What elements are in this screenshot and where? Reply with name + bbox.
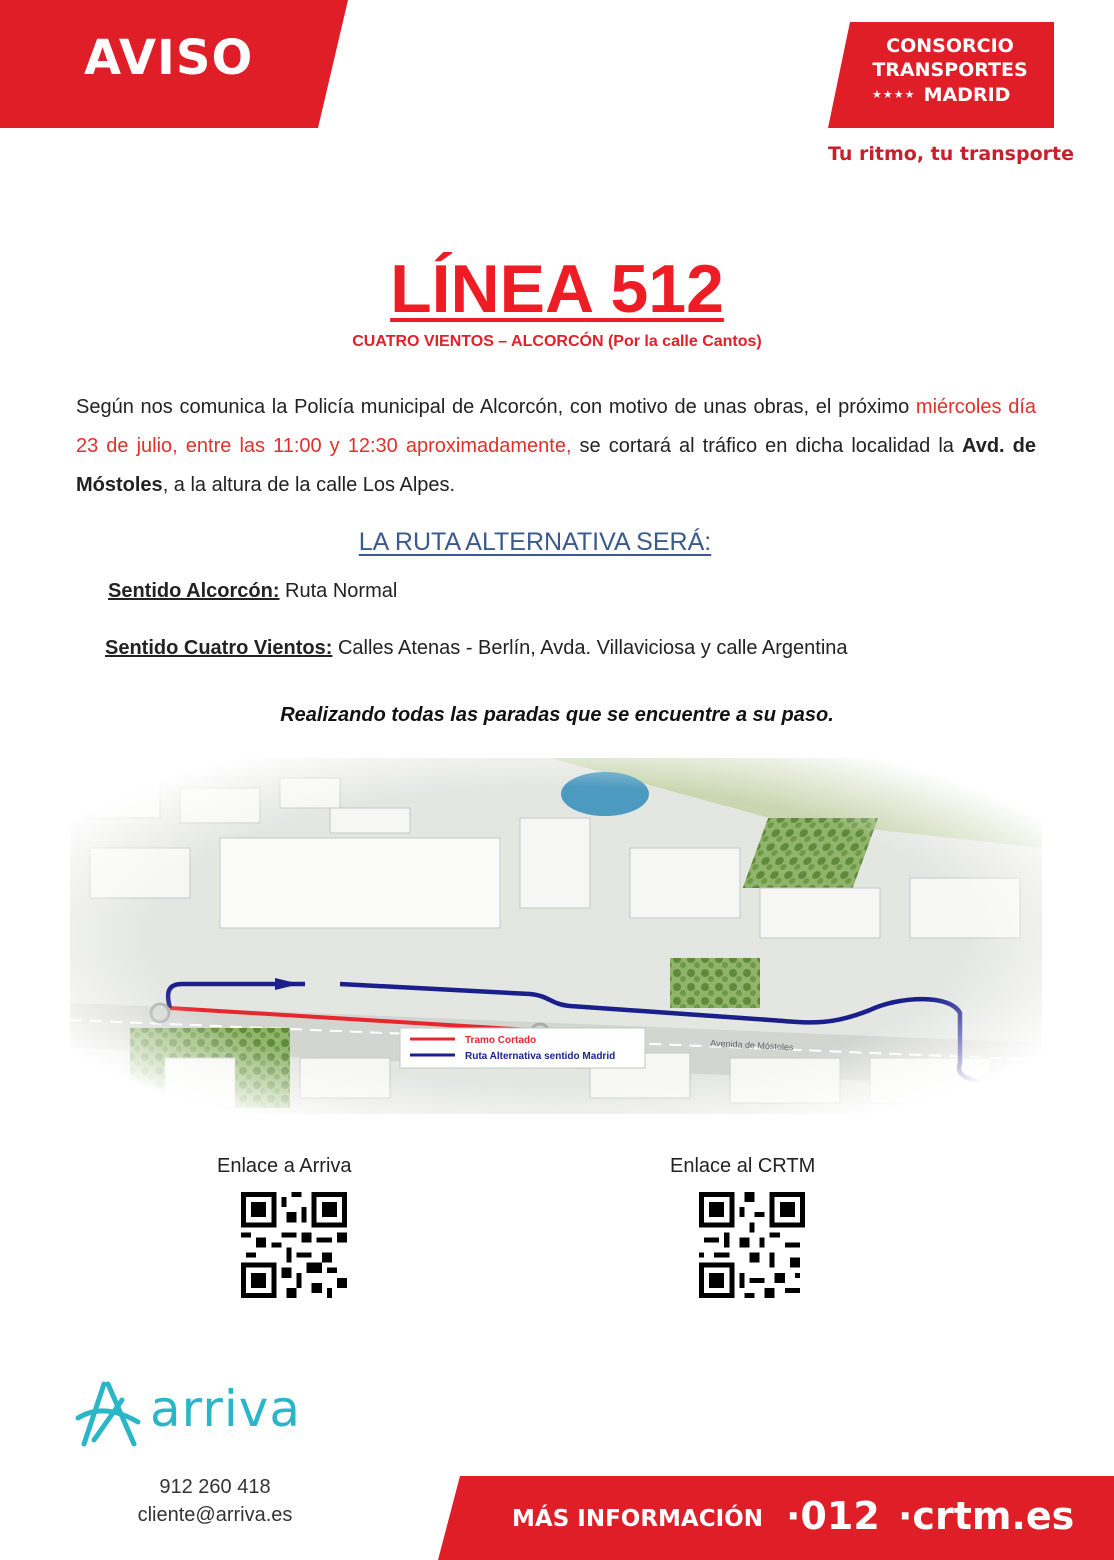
crtm-link-label: Enlace al CRTM	[670, 1155, 816, 1177]
crtm-qr-code[interactable]	[699, 1192, 805, 1298]
logo-stars: ★★★★	[872, 89, 916, 101]
direction-alcorcon: Sentido Alcorcón: Ruta Normal	[108, 580, 398, 602]
date-highlight: miércoles día 23 de julio, entre las 11:00 y 12:30 aproximadamente,	[76, 396, 1037, 457]
street-name: Avd. de Móstoles	[76, 435, 1036, 496]
route-map	[70, 758, 1042, 1114]
logo-line-1: CONSORCIO	[886, 35, 1014, 57]
footer-info-label: MÁS INFORMACIÓN	[512, 1506, 763, 1532]
footer-website[interactable]: ·crtm.es	[898, 1494, 1075, 1538]
arriva-phone: 912 260 418	[159, 1476, 271, 1498]
alternative-route-title: LA RUTA ALTERNATIVA SERÁ:	[358, 528, 712, 556]
direction-cuatro-vientos: Sentido Cuatro Vientos: Calles Atenas - Berlín, Avda. Villaviciosa y calle Argentina	[105, 637, 848, 659]
arriva-email[interactable]: cliente@arriva.es	[137, 1504, 293, 1526]
arriva-link-label: Enlace a Arriva	[217, 1155, 352, 1177]
aviso-title: AVISO	[84, 30, 254, 86]
logo-line-3: MADRID	[923, 84, 1011, 106]
arriva-qr-code[interactable]	[241, 1192, 347, 1298]
line-title: LÍNEA 512	[390, 251, 724, 327]
tagline: Tu ritmo, tu transporte	[828, 143, 1074, 165]
footer-phone: ·012	[786, 1494, 880, 1538]
stops-note: Realizando todas las paradas que se encuentre a su paso.	[280, 704, 834, 726]
arriva-logo-icon	[74, 1378, 146, 1450]
arriva-wordmark: arriva	[150, 1380, 301, 1438]
route-subtitle: CUATRO VIENTOS – ALCORCÓN (Por la calle Cantos)	[352, 333, 762, 350]
notice-paragraph: Según nos comunica la Policía municipal de Alcorcón, con motivo de unas obras, el próximo miércoles día 23 de julio, entre las 11:00 y 12:30 aproximadamente, se cortará al tráfico en dicha localidad la Avd. de Móstoles, a la altura de la calle Los Alpes.	[76, 396, 1037, 496]
logo-line-2: TRANSPORTES	[872, 59, 1028, 81]
